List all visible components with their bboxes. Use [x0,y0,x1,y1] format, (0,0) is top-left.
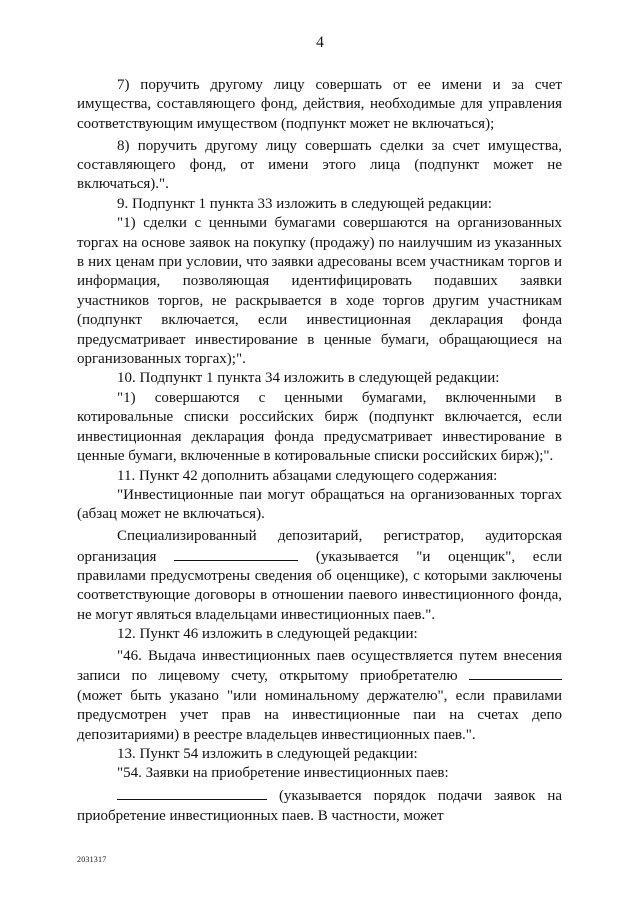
page-number: 4 [316,34,324,51]
paragraph-text: (указывается порядок подачи заявок на приобретение инвестиционных паев. В частности, может [77,788,562,824]
paragraph-quote-42-a: "Инвестиционные паи могут обращаться на организованных торгах (абзац может не включаться). [77,486,562,523]
paragraph-quote-54: "54. Заявки на приобретение инвестиционных паев: [117,765,449,782]
paragraph-text: (может быть указано "или номинальному держателю", если правилами предусмотрен учет прав на инвестиционные паи на счетах депо депозитариями) в реестре владельцев инвестиционных паев.". [77,687,562,743]
paragraph-item-7: 7) поручить другому лицу совершать от ее имени и за счет имущества, составляющего фонд, действия, необходимые для управления соответствующим имуществом (подпункт может не включаться); [77,77,562,132]
paragraph-amendment-10: 10. Подпункт 1 пункта 34 изложить в следующей редакции: [117,370,500,387]
document-body [77,76,562,826]
paragraph-amendment-13: 13. Пункт 54 изложить в следующей редакции: [117,745,418,762]
paragraph-text: Специализированный депозитарий, регистратор, аудиторская организация [77,528,562,565]
paragraph-amendment-11: 11. Пункт 42 дополнить абзацами следующего содержания: [117,467,498,484]
blank-line [469,666,562,680]
blank-line [174,547,298,561]
paragraph-quote-34: "1) совершаются с ценными бумагами, включенными в котировальные списки российских бирж (подпункт включается, если инвестиционная декларация фонда предусматривает инвестирование в ценные бумаги, включенные в котировальные списки российских бирж);". [77,389,562,465]
blank-line [117,786,267,800]
paragraph-amendment-9: 9. Подпункт 1 пункта 33 изложить в следующей редакции: [117,195,492,212]
paragraph-quote-33: "1) сделки с ценными бумагами совершаются на организованных торгах на основе заявок на покупку (продажу) по наилучшим из указанных в них ценам при условии, что заявки адресованы всем участникам торгов и информация, позволяющая идентифицировать подавших заявки участников торгов, не раскрывается в ходе торгов другим участникам (подпункт включается, если инвестиционная декларация фонда предусматривает инвестирование в ценные бумаги, обращающиеся на организованных торгах);". [77,215,562,368]
paragraph-quote-42-b [77,527,562,625]
paragraph-amendment-12: 12. Пункт 46 изложить в следующей редакции: [117,626,418,643]
paragraph-item-8: 8) поручить другому лицу совершать сделки за счет имущества, составляющего фонд, от имени этого лица (подпункт может не включаться).". [77,137,562,193]
paragraph-text: "46. Выдача инвестиционных паев осуществляется путем внесения записи по лицевому счету, открытому приобретателю [77,647,562,685]
paragraph-quote-46 [77,647,562,745]
document-code: 2031317 [77,855,107,864]
paragraph-quote-54-text [77,786,562,826]
paragraph-text: (указывается "и оценщик", если правилами предусмотрены сведения об оценщике), с которыми заключены соответствующие договоры в отношении паевого инвестиционного фонда, не могут являться владельцами инвестиционных паев.". [77,548,563,623]
